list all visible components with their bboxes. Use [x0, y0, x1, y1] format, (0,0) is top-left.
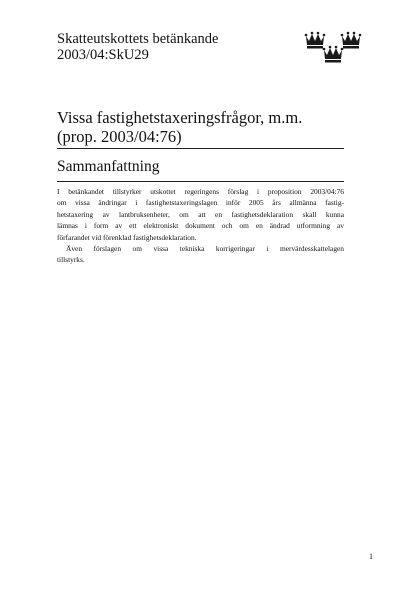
title-line: Vissa fastighetstaxeringsfrågor, m.m. — [57, 108, 303, 127]
section-heading: Sammanfattning — [57, 158, 160, 175]
paragraph-line: Även förslagen om vissa tekniska korrigeringar i mervärdesskattelagen — [66, 244, 344, 254]
title-line: (prop. 2003/04:76) — [57, 127, 182, 146]
report-header — [57, 31, 218, 63]
summary-text — [57, 186, 344, 266]
paragraph-line: lämnas i form av ett elektroniskt dokument och om en ändrad utformning av — [57, 221, 344, 231]
section-divider — [57, 181, 344, 182]
committee-report-label: Skatteutskottets betänkande — [57, 31, 219, 47]
paragraph-line: I betänkandet tillstyrker utskottet regeringens förslag i proposition 2003/04:76 — [57, 187, 344, 196]
paragraph-line: förfarandet vid förenklad fastighetsdeklaration. — [57, 232, 197, 242]
page-number: 1 — [369, 552, 373, 561]
three-crowns-icon — [304, 30, 364, 64]
paragraph-line: tillstyrks. — [57, 255, 85, 265]
report-number: 2003/04:SkU29 — [57, 47, 149, 63]
paragraph-line: hetstaxering av lantbruksenheter, om att en fastighetsdeklaration skall kunna — [57, 209, 344, 219]
title-divider — [57, 148, 344, 149]
paragraph-line: om vissa ändringar i fastighetstaxeringslagen inför 2005 års allmänna fastig- — [57, 198, 344, 208]
report-title — [57, 108, 347, 146]
